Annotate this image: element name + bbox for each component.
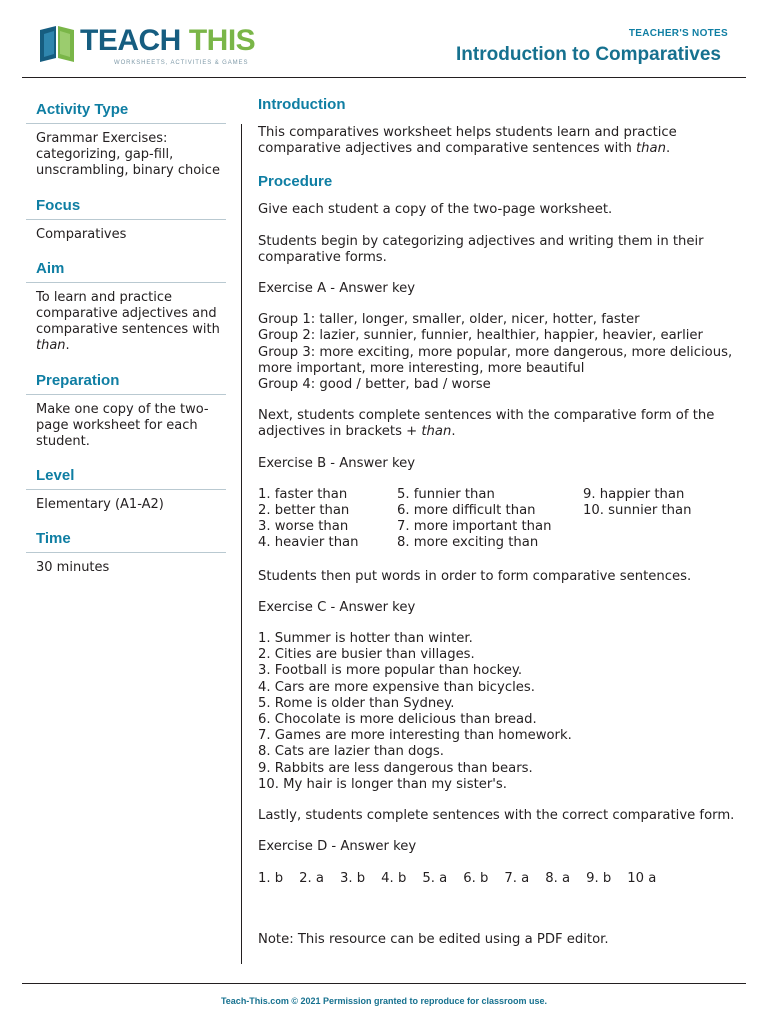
level-heading: Level — [26, 466, 226, 490]
focus-heading: Focus — [26, 196, 226, 220]
sidebar — [26, 100, 226, 593]
focus-text: Comparatives — [36, 226, 127, 242]
aim-text — [26, 283, 226, 355]
exercise-a-line: Group 2: lazier, sunnier, funnier, healthier, happier, heavier, earlier Group 3: more exciting, more popular, more dangerous, more delicious, more important, more interesting, more beautiful — [258, 328, 733, 376]
exercise-d-answer: 9. b — [586, 870, 612, 886]
exercise-d-answer: 10 a — [627, 870, 657, 886]
procedure-step-3-end: . — [451, 424, 456, 440]
exercise-c-answer: 9. Rabbits are less dangerous than bears. — [258, 760, 533, 776]
aim-text-main: To learn and practice comparative adjectives and comparative sentences with — [36, 289, 220, 338]
logo-wordmark — [80, 26, 255, 56]
exercise-c-answer: 1. Summer is hotter than winter. — [258, 631, 473, 647]
exercise-d-answer: 7. a — [504, 870, 530, 886]
exercise-c-answers — [258, 631, 738, 793]
exercise-b-answers — [258, 487, 738, 552]
exercise-b-answer: 9. happier than — [583, 486, 685, 502]
procedure-heading: Procedure — [258, 173, 333, 191]
exercise-d-answer: 5. a — [422, 870, 448, 886]
introduction-text — [258, 125, 738, 157]
exercise-d-label: Exercise D - Answer key — [258, 839, 417, 855]
exercise-d-answer: 3. b — [340, 870, 366, 886]
exercise-b-answer: 5. funnier than — [397, 486, 495, 502]
column-divider — [241, 124, 242, 964]
exercise-b-answer: 2. better than — [258, 503, 350, 519]
exercise-a-line: Group 4: good / better, bad / worse — [258, 377, 491, 393]
procedure-step-3-main: Next, students complete sentences with the comparative form of the adjectives in brackets + — [258, 408, 715, 440]
procedure-step-5: Lastly, students complete sentences with the correct comparative form. — [258, 808, 735, 824]
level-text: Elementary (A1-A2) — [36, 497, 164, 513]
level-section — [26, 466, 226, 513]
open-book-icon — [36, 24, 78, 64]
preparation-section — [26, 371, 226, 451]
procedure-step-2: Students begin by categorizing adjectives and writing them in their comparative forms. — [258, 233, 704, 265]
page-title: Introduction to Comparatives — [456, 44, 721, 65]
aim-heading: Aim — [26, 259, 226, 283]
exercise-d-answer: 4. b — [381, 870, 407, 886]
aim-text-end: . — [65, 338, 70, 354]
exercise-b-answer: 7. more important than — [397, 519, 552, 535]
preparation-heading: Preparation — [26, 371, 226, 395]
exercise-b-answer: 8. more exciting than — [397, 535, 539, 551]
exercise-d-answer: 2. a — [299, 870, 325, 886]
exercise-b-column-1 — [258, 487, 397, 552]
aim-section — [26, 259, 226, 355]
exercise-c-answer: 4. Cars are more expensive than bicycles. — [258, 679, 535, 695]
time-text: 30 minutes — [36, 560, 110, 576]
exercise-b-answer: 4. heavier than — [258, 535, 359, 551]
logo-word-teach: TEACH — [80, 24, 181, 57]
time-heading: Time — [26, 529, 226, 553]
introduction-text-emphasis: than — [636, 141, 666, 157]
activity-type-section — [26, 100, 226, 180]
exercise-b-answer: 1. faster than — [258, 486, 348, 502]
exercise-b-column-2 — [397, 487, 583, 552]
exercise-d-answers — [258, 871, 738, 887]
exercise-d-answer: 1. b — [258, 870, 284, 886]
exercise-a-answers — [258, 312, 738, 393]
main-content — [258, 95, 738, 963]
teach-this-logo — [36, 22, 256, 72]
exercise-b-column-3 — [583, 487, 738, 552]
exercise-d-answer: 6. b — [463, 870, 489, 886]
exercise-b-answer: 3. worse than — [258, 519, 349, 535]
copyright-footer: Teach-This.com © 2021 Permission granted to reproduce for classroom use. — [220, 996, 548, 1006]
introduction-text-main: This comparatives worksheet helps students learn and practice comparative adjectives and comparative sentences with — [258, 125, 677, 157]
exercise-c-answer: 2. Cities are busier than villages. — [258, 647, 475, 663]
time-section — [26, 529, 226, 576]
exercise-c-answer: 8. Cats are lazier than dogs. — [258, 744, 444, 760]
aim-text-emphasis: than — [36, 338, 66, 354]
exercise-b-answer: 6. more difficult than — [397, 503, 536, 519]
exercise-c-label: Exercise C - Answer key — [258, 599, 416, 615]
logo-word-this: THIS — [188, 24, 256, 57]
teachers-notes-label: TEACHER'S NOTES — [628, 28, 728, 39]
focus-section — [26, 196, 226, 243]
exercise-c-answer: 5. Rome is older than Sydney. — [258, 695, 455, 711]
header-divider — [22, 77, 746, 78]
footer-divider — [22, 983, 746, 984]
exercise-c-answer: 7. Games are more interesting than homework. — [258, 728, 572, 744]
procedure-step-3 — [258, 408, 738, 440]
exercise-b-label: Exercise B - Answer key — [258, 455, 416, 471]
pdf-editor-note: Note: This resource can be edited using a PDF editor. — [258, 931, 609, 947]
procedure-step-4: Students then put words in order to form comparative sentences. — [258, 568, 692, 584]
exercise-d-answer: 8. a — [545, 870, 571, 886]
exercise-a-line: Group 1: taller, longer, smaller, older, nicer, hotter, faster — [258, 312, 640, 328]
preparation-text: Make one copy of the two-page worksheet for each student. — [36, 401, 209, 450]
procedure-step-1: Give each student a copy of the two-page worksheet. — [258, 202, 613, 218]
exercise-c-answer: 6. Chocolate is more delicious than bread. — [258, 712, 537, 728]
activity-type-heading: Activity Type — [26, 100, 226, 124]
exercise-a-label: Exercise A - Answer key — [258, 281, 416, 297]
exercise-c-answer: 3. Football is more popular than hockey. — [258, 663, 523, 679]
exercise-c-answer: 10. My hair is longer than my sister's. — [258, 776, 507, 792]
procedure-step-3-emphasis: than — [421, 424, 452, 440]
logo-tagline: WORKSHEETS, ACTIVITIES & GAMES — [114, 60, 249, 66]
activity-type-text: Grammar Exercises: categorizing, gap-fill, unscrambling, binary choice — [36, 131, 220, 179]
introduction-heading: Introduction — [258, 96, 346, 113]
introduction-text-end: . — [665, 141, 671, 157]
exercise-b-answer: 10. sunnier than — [583, 503, 692, 519]
